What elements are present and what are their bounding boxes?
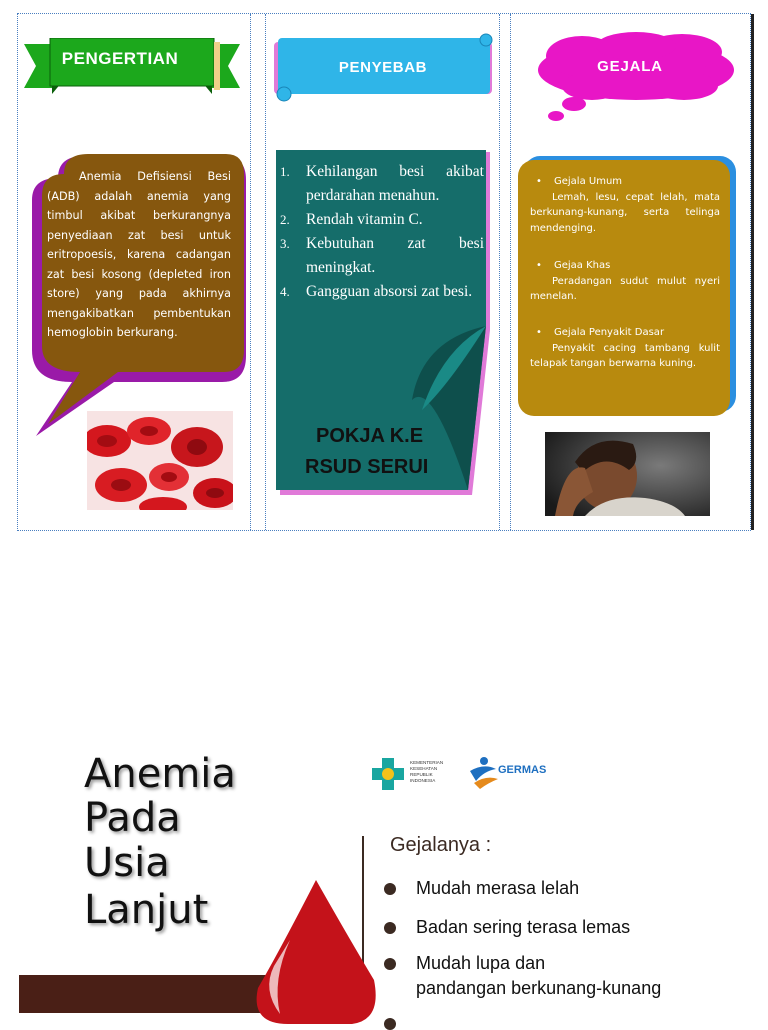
penyebab-heading: PENYEBAB <box>338 59 428 76</box>
blood-drop-icon <box>250 880 382 1024</box>
gejalanya-heading: Gejalanya : <box>390 834 492 856</box>
list-item: • Gejaa Khas Peradangan sudut mulut nyeri menelan. <box>530 258 720 305</box>
bullet-icon <box>384 883 396 895</box>
leaflet-title-line: Usia <box>84 840 170 886</box>
leaflet-title-line: Anemia <box>84 751 236 797</box>
penyebab-list <box>280 160 484 304</box>
thought-cloud-icon <box>532 30 742 126</box>
germas-logo-icon <box>466 755 500 791</box>
rsud-label: RSUD SERUI <box>305 456 429 478</box>
tired-woman-photo <box>545 432 710 516</box>
symptom-item: Mudah lupa dan <box>416 953 546 973</box>
fold-line-1 <box>250 14 251 530</box>
list-item: • Gejala Umum Lemah, lesu, cepat lelah, mata berkunang-kunang, serta telinga mendenging. <box>530 174 720 236</box>
fold-line-4 <box>510 14 511 530</box>
pengertian-heading: PENGERTIAN <box>61 49 179 68</box>
bullet-icon <box>384 958 396 970</box>
fold-line-2 <box>265 14 266 530</box>
germas-logo-text: GERMAS <box>498 764 547 776</box>
list-item: 4. Gangguan absorsi zat besi. <box>280 283 473 300</box>
leaflet-title-line: Pada <box>84 795 181 841</box>
kemenkes-logo-text: KEMENTERIAN KESEHATAN REPUBLIK INDONESIA <box>410 760 444 783</box>
bullet-icon <box>384 1018 396 1030</box>
fold-line-3 <box>499 14 500 530</box>
red-blood-cells-image <box>87 411 233 510</box>
symptom-item: Mudah merasa lelah <box>416 878 580 898</box>
list-item: 2. Rendah vitamin C. <box>280 211 423 228</box>
page-edge <box>751 14 754 530</box>
list-item: 1. Kehilangan besi akibat perdarahan menahun. <box>280 163 484 204</box>
list-item: • Gejala Penyakit Dasar Penyakit cacing tambang kulit telapak tangan berwarna kuning. <box>530 325 720 372</box>
pengertian-text: Anemia Defisiensi Besi (ADB) adalah anemia yang timbul akibat berkurangnya penyediaan zat besi untuk eritropoesis, karena cadangan zat besi kosong (depleted iron store) yang pada akhirnya mengakibatkan pembentukan hemoglobin berkurang. <box>47 170 231 339</box>
symptom-item: Badan sering terasa lemas <box>416 917 631 937</box>
bullet-icon <box>384 922 396 934</box>
leaflet-title-line: Lanjut <box>84 887 209 933</box>
gejala-heading: GEJALA <box>597 58 663 75</box>
symptom-item: pandangan berkunang-kunang <box>416 978 662 998</box>
list-item: 3. Kebutuhan zat besi meningkat. <box>280 235 484 276</box>
pokja-label: POKJA K.E <box>316 425 424 447</box>
kemenkes-logo-icon <box>368 756 408 792</box>
